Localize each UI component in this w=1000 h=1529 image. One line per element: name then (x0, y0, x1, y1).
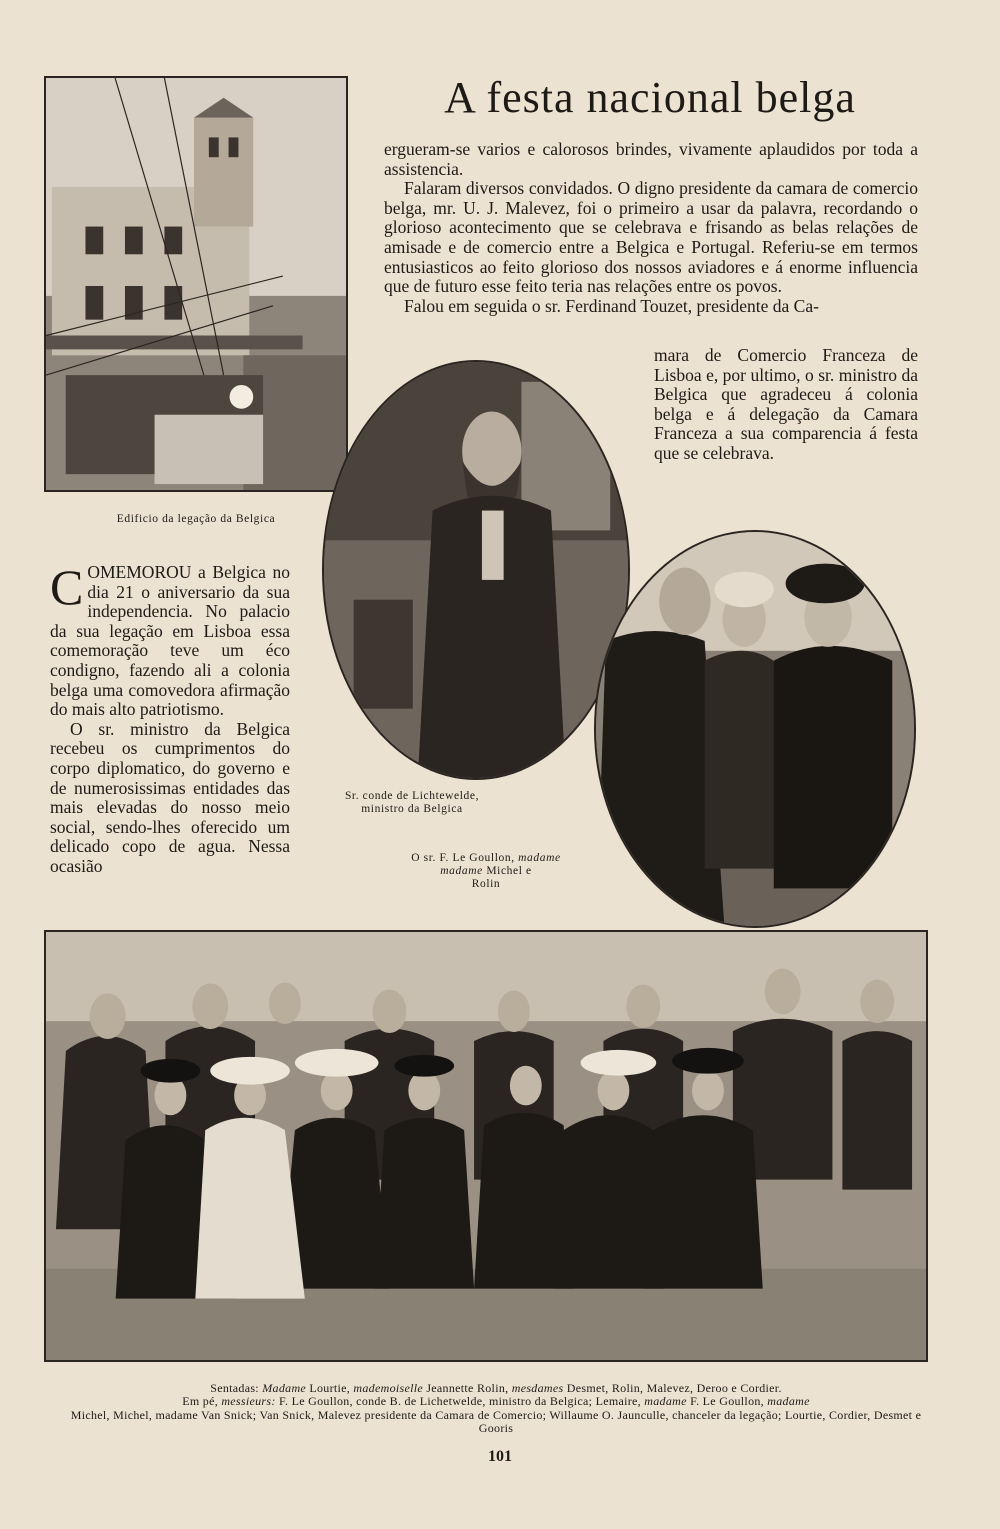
right-paragraph-3b: mara de Comercio Franceza de Lisboa e, por ultimo, o sr. ministro da Belgica que agradeceu á colonia belga e á delegação da Camara Franceza a sua comparencia á festa que se celebrava. (654, 345, 918, 463)
bc-1e: Jeannette Rolin, (426, 1381, 509, 1395)
minister-caption (312, 790, 512, 816)
bc-1d: mademoiselle (353, 1381, 423, 1395)
bc-1f: mesdames (511, 1381, 564, 1395)
three-people-caption-line-2 (386, 865, 586, 878)
bc-1b: Madame (262, 1381, 307, 1395)
page-number: 101 (488, 1448, 512, 1465)
left-paragraph-1-text: OMEMOROU a Belgica no dia 21 o aniversario da sua independencia. No palacio da sua legação em Lisboa essa comemoração teve um éco condigno, fazendo ali a colonia belga uma comovedora afirmação do mais alto patriotismo. (50, 562, 290, 720)
right-column-text-narrow (654, 346, 918, 464)
group-caption-line-3: Michel, Michel, madame Van Snick; Van Snick, Malevez presidente da Camara de Comercio; Willaume O. Jaunculle, chanceler da legação; Lourtie, Cordier, Desmet e Gooris (70, 1407, 922, 1436)
caption-part-d: madame (440, 865, 483, 877)
three-people-caption-line-3: Rolin (471, 878, 501, 890)
three-people-caption (386, 852, 586, 891)
bc-1g: Desmet, Rolin, Malevez, Deroo e Cordier. (566, 1381, 782, 1395)
bc-2b: messieurs: (221, 1394, 276, 1409)
minister-portrait-photo (322, 360, 630, 780)
caption-part-a: O sr. F. Le Goullon, (411, 852, 515, 864)
drop-cap: C (50, 559, 84, 615)
left-paragraph-1 (50, 559, 290, 720)
left-paragraph-2: O sr. ministro da Belgica recebeu os cumprimentos do corpo diplomatico, do governo e de numerosissimas entidades das mais elevadas do nosso meio social, sendo-lhes oferecido um delicado copo de agua. Nessa ocasião (50, 718, 290, 876)
caption-part-b: madame (518, 852, 561, 864)
right-paragraph-1: ergueram-se varios e calorosos brindes, vivamente aplaudidos por toda a assistencia. (384, 139, 918, 179)
bc-2c: F. Le Goullon, conde B. de Lichetwelde, ministro da Belgica; Lemaire, (278, 1394, 641, 1409)
caption-part-c: Michel e (486, 865, 532, 877)
right-paragraph-2: Falaram diversos convidados. O digno presidente da camara de comercio belga, mr. U. J. Malevez, foi o primeiro a usar da palavra, recordando o glorioso acontecimento que se celebrava e frisando as belas relações de amisade e de comercio entre a Belgica e Portugal. Referiu-se em termos entusiasticos ao feito glorioso dos nossos aviadores e á enorme influencia que de futuro esse feito teria nas relações entre os povos. (384, 178, 918, 297)
three-people-photo (594, 530, 916, 928)
group-photo (44, 930, 928, 1362)
right-paragraph-3a: Falou em seguida o sr. Ferdinand Touzet, presidente da Ca- (404, 295, 819, 316)
left-column-text (50, 559, 290, 877)
bc-2a: Em pé, (182, 1394, 219, 1409)
bc-2d: madame (644, 1394, 687, 1409)
bc-1c: Lourtie, (309, 1381, 351, 1395)
bc-2e: F. Le Goullon, (690, 1394, 764, 1409)
minister-caption-line-2: ministro da Belgica (361, 803, 463, 815)
three-people-caption-line-1 (386, 852, 586, 865)
group-caption-line-2 (56, 1395, 936, 1408)
building-photo (44, 76, 348, 492)
building-caption: Edificio da legação da Belgica (116, 513, 276, 525)
group-photo-caption (56, 1382, 936, 1436)
bc-2f: madame (767, 1394, 810, 1409)
page-title: A festa nacional belga (444, 73, 856, 122)
minister-caption-line-1: Sr. conde de Lichtewelde, (344, 790, 480, 802)
right-column-text (384, 140, 918, 316)
bc-1a: Sentadas: (210, 1381, 259, 1395)
group-caption-line-1 (56, 1382, 936, 1395)
